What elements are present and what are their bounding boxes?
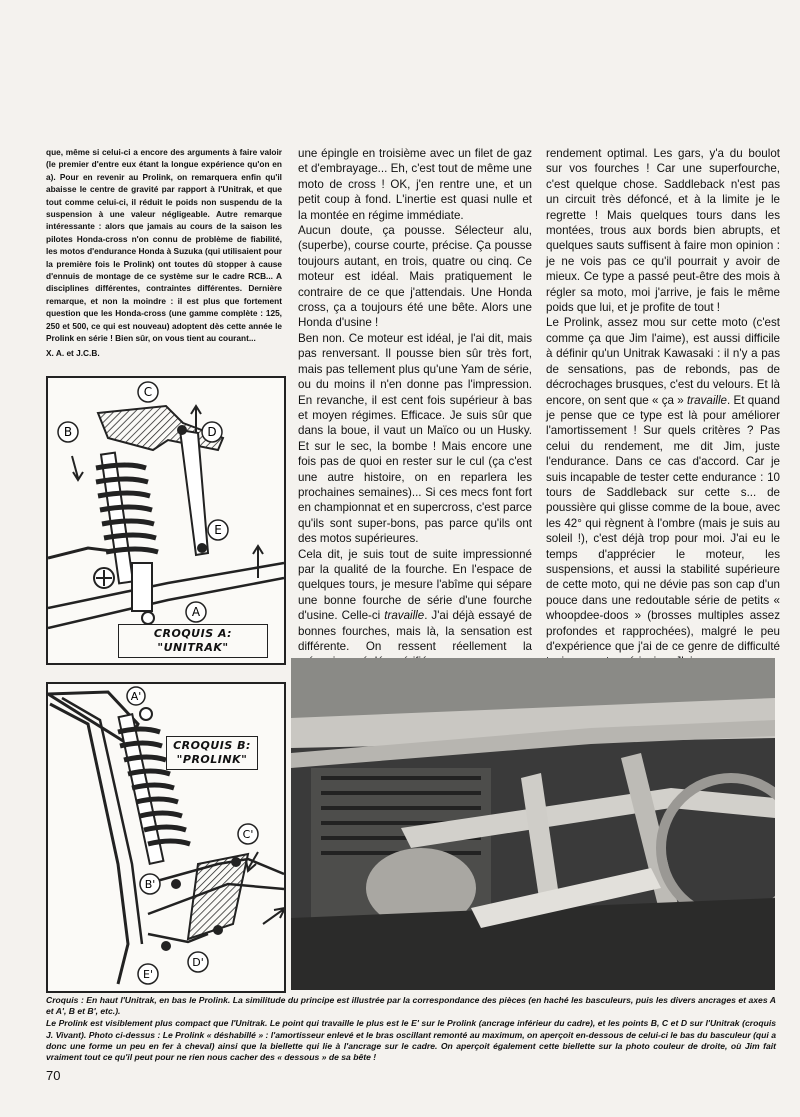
text-run: Le Prolink, assez mou sur cette moto (c'est comme ça que Jim l'aime), est aussi difficile à définir qu'un Unitrak Kawasaki : il n'y a pas de sensations, pas de rebonds, pas de décrochages brusques, c'est du velours. Et là encore, on sent que « ça » [546, 316, 780, 407]
point-label: A' [130, 690, 142, 703]
sketch-b-label [166, 736, 258, 770]
paragraph [546, 315, 780, 669]
caption-paragraph: Le Prolink est visiblement plus compact que l'Unitrak. Le point qui travaille le plus est le E' sur le Prolink (ancrage inférieur du cadre), et les points B, C et D sur l'Unitrak (croquis J. Vivant). Photo ci-dessus : Le Prolink « déshabillé » : l'amortisseur enlevé et le bras oscillant remonté au maximum, on aperçoit en-dessous de celui-ci le bas du basculeur (qui a donc une forme un peu en fer à cheval) ainsi que la biellette qui lie à l'ancrage sur le cadre. On aperçoit également cette biellette sur la photo couleur de droite, où Jim fait vraiment tout ce qu'il peut pour ne rien nous cacher des « dessous » de sa bête ! [46, 1018, 776, 1063]
point-label: C' [242, 828, 254, 841]
point-label: B [63, 425, 73, 439]
paragraph: une épingle en troisième avec un filet de gaz et d'embrayage... Eh, c'est tout de même une moto de cross ! OK, j'en rentre une, et un petit coup à fond. L'inertie est quasi nulle et la montée en régime immédiate. [298, 147, 532, 222]
sketch-b-label-line1: CROQUIS B: [173, 739, 251, 752]
point-label: D [207, 425, 217, 439]
point-label: E' [143, 968, 153, 981]
figure-caption [46, 995, 776, 1064]
sketch-unitrak [46, 376, 286, 665]
point-label: D' [192, 956, 204, 969]
prolink-photo-image [291, 658, 775, 990]
caption-paragraph: Croquis : En haut l'Unitrak, en bas le Prolink. La similitude du principe est illustrée par la correspondance des pièces (en haché les basculeurs, puis les divers ancrages et axes A et A', B et B', etc.). [46, 995, 776, 1017]
point-label: E [214, 523, 222, 537]
point-label: C [143, 385, 153, 399]
column-1-text: que, même si celui-ci a encore des arguments à faire valoir (le premier d'entre eux étant la longue expérience qu'on en a). Pour en revenir au Prolink, on remarquera enfin qu'il abaisse le centre de gravité par rapport à l'Unitrak, et que tout comme celui-ci, il réduit le poids non suspendu de la suspension à une valeur négligeable. Autre remarque intéressante : alors que jamais au cours de la saison les pilotes Honda-cross n'on connu de problème de fiabilité, les motos d'endurance Honda à Suzuka (qui utilisaient pour la première fois le Prolink) ont toutes dû stopper à cause d'ennuis de montage de ce système sur le cadre RCB... A disciplines différentes, contraintes différentes. Dernière remarque, et non la moindre : il est plus que fortement question que les Honda-cross (une gamme complète : 125, 250 et 500, ce qui est nouveau) adoptent dès cette année le Prolink en série ! Bien sûr, on vous tient au courant... [46, 147, 282, 344]
signature: X. A. et J.C.B. [46, 347, 100, 358]
paragraph: rendement optimal. Les gars, y'a du boulot sur vos fourches ! Car une superfourche, c'est quelque chose. Saddleback n'est pas un circuit très défoncé, et à la limite je le regrette ! Mais quelques tours dans les montées, trous aux bords bien abrupts, et quelques sauts suffisent à faire mon opinion : je ne vois pas ce qu'il pourrait y avoir de mieux. Ce type a passé peut-être des mois à régler sa moto, moi j'arrive, je fais le même poids que lui, et je profite de tout ! [546, 147, 780, 315]
sketch-a-label: CROQUIS A: "UNITRAK" [118, 624, 268, 658]
prolink-photo [291, 658, 775, 990]
column-3 [546, 146, 780, 670]
text-run: . Et quand je pense que ce type est là pour améliorer l'amortissement ! Sur quels critères ? Pas celui du rendement, me dit Jim, juste l'endurance. Dans ce cas d'accord. Car je suis incapable de tester cette endurance : 10 tours de Saddleback sur cette s... de poussière qui glisse comme de la boue, avec les 42° qui règnent à l'ombre (mais je suis au soleil !), c'est déjà trop pour moi. J'ai eu le temps d'apprécier le moteur, les suspensions, et aussi la stabilité supérieure de cette moto, qui ne dévie pas son cap d'un pouce dans une redoutable série de petits « whoopdee-doos » (brosses multiples assez profondes et rapprochées), malgré le peu d'expérience que j'ai de ce genre de difficulté [546, 393, 781, 653]
sketch-unitrak-drawing [48, 378, 284, 663]
emphasis: travaille [687, 393, 727, 407]
sketch-prolink-drawing [48, 684, 284, 991]
column-1 [46, 146, 282, 359]
text-run: Cela dit, je suis tout de suite impressionné par la qualité de la fourche. En l'espace de quelques tours, je mesure l'abîme qui sépare une bonne fourche de série d'une fourche d'usine. Celle-ci [298, 547, 532, 623]
page-number: 70 [46, 1068, 61, 1083]
paragraph: Aucun doute, ça pousse. Sélecteur alu, (superbe), course courte, précise. Ça pousse toujours autant, en trois, quatre ou cinq. Ce moteur est idéal. Mais pratiquement le contraire de ce que j'attendais. Une Honda cross, ça a toujours été une bête. Alors une Honda d'usine ! [298, 224, 532, 330]
point-label: B' [144, 878, 156, 891]
text-run: . J'ai déjà essayé de bonnes fourches, mais là, la sensation est différente. On ressent réellement la [298, 609, 532, 653]
sketch-prolink [46, 682, 286, 993]
point-label: A [191, 605, 201, 619]
paragraph [298, 547, 532, 670]
sketch-b-label-line2: "PROLINK" [176, 753, 248, 766]
column-2 [298, 146, 532, 670]
emphasis: travaille [384, 609, 425, 623]
paragraph: Ben non. Ce moteur est idéal, je l'ai dit, mais pas renversant. Il pousse bien sûr très fort, mais pas tellement plus qu'une Yam de série, ou du moins il n'en donne pas l'impression. En revanche, il est cent fois supérieur à bas et moyen régimes. Efficace. Je suis sûr que dans la boue, il vaut un Maïco ou un Husky. Et sur le sec, la bombe ! Mais encore une fois pas de quoi en rester sur le cul (ça c'est une autre histoire, on en reparlera les prochaines semaines)... Si ces mecs font fort en championnat et en supercross, c'est parce qu'ils sont super-bons, pas parce qu'ils ont des motos supérieures. [298, 331, 532, 546]
